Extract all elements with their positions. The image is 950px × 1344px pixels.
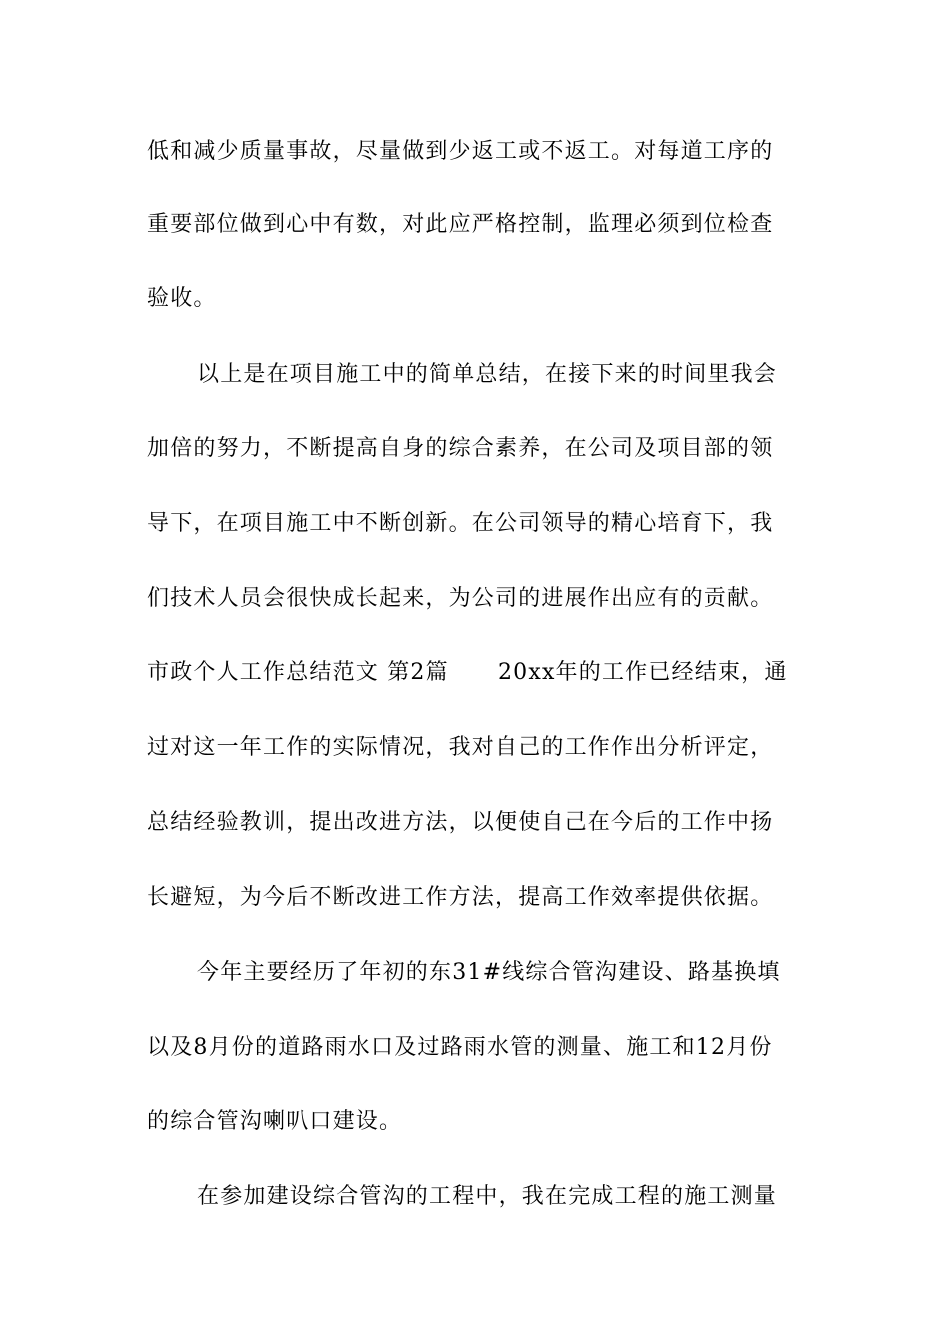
text-line: 导下，在项目施工中不断创新。在公司领导的精心培育下，我 — [147, 511, 774, 536]
section-heading-line: 市政个人工作总结范文 第2篇 20xx年的工作已经结束，通 — [147, 660, 788, 685]
text-line: 的综合管沟喇叭口建设。 — [147, 1109, 403, 1134]
text-line: 加倍的努力，不断提高自身的综合素养，在公司及项目部的领 — [147, 436, 774, 461]
text-line: 重要部位做到心中有数，对此应严格控制，监理必须到位检查 — [147, 212, 774, 237]
text-line: 低和减少质量事故，尽量做到少返工或不返工。对每道工序的 — [147, 139, 774, 164]
text-line: 总结经验教训，提出改进方法，以便使自己在今后的工作中扬 — [147, 810, 774, 835]
paragraph-start-line: 在参加建设综合管沟的工程中，我在完成工程的施工测量 — [197, 1184, 778, 1209]
text-line: 过对这一年工作的实际情况，我对自己的工作作出分析评定， — [147, 735, 774, 760]
text-line: 们技术人员会很快成长起来，为公司的进展作出应有的贡献。 — [147, 586, 774, 611]
paragraph-start-line: 今年主要经历了年初的东31#线综合管沟建设、路基换填 — [197, 960, 781, 985]
text-line: 长避短，为今后不断改进工作方法，提高工作效率提供依据。 — [147, 885, 774, 910]
text-line: 以及8月份的道路雨水口及过路雨水管的测量、施工和12月份 — [147, 1035, 773, 1060]
text-line: 验收。 — [147, 286, 217, 311]
paragraph-start-line: 以上是在项目施工中的简单总结，在接下来的时间里我会 — [197, 362, 778, 387]
